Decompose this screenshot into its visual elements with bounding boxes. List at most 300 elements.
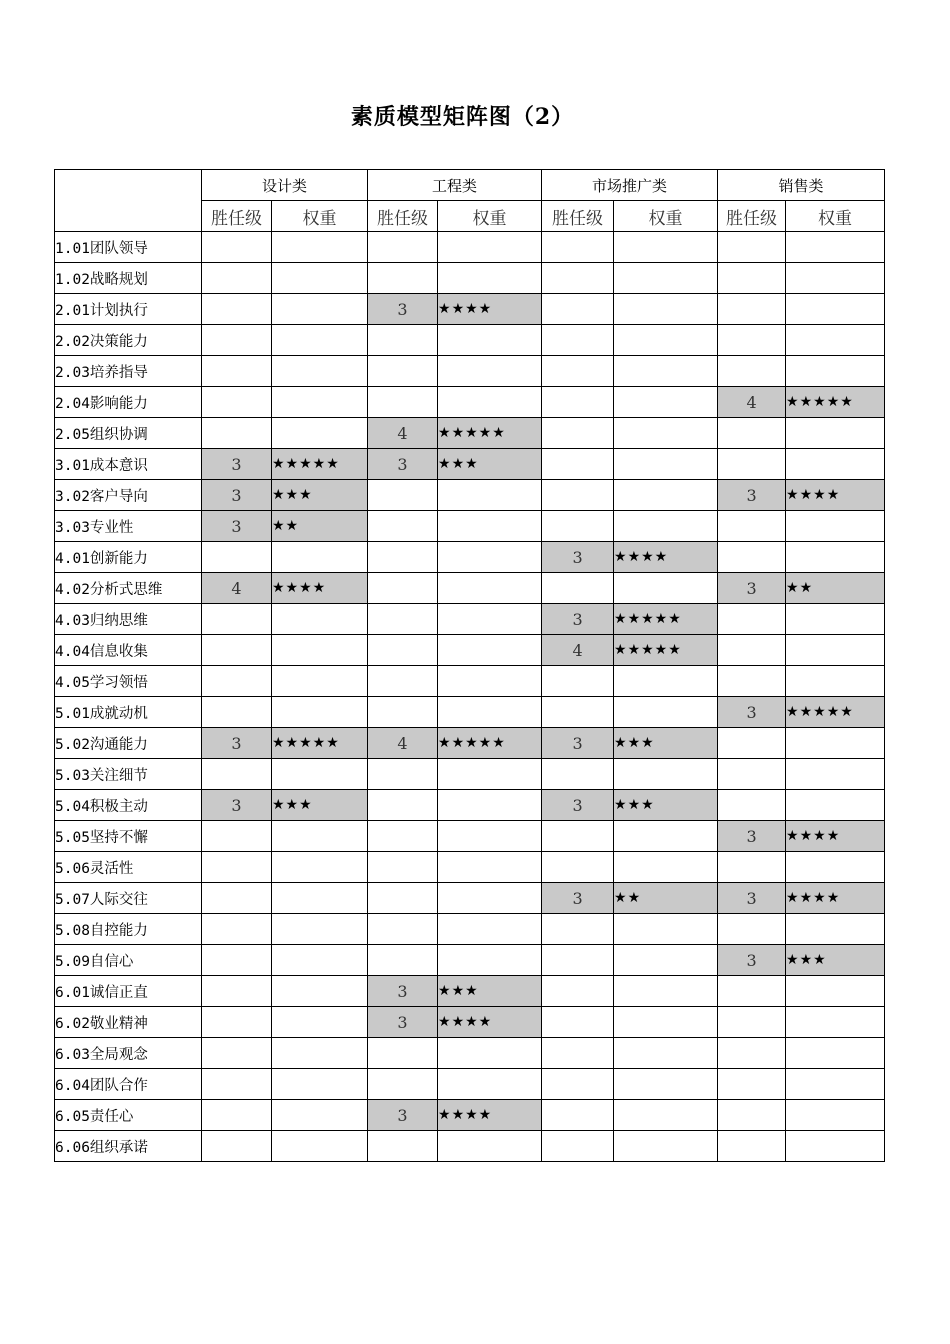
weight-stars-cell bbox=[272, 1131, 368, 1162]
weight-stars-cell bbox=[438, 511, 542, 542]
level-cell bbox=[202, 604, 272, 635]
level-cell: 3 bbox=[202, 790, 272, 821]
weight-stars-cell: ★★ bbox=[614, 883, 718, 914]
competency-name: 6.05责任心 bbox=[55, 1100, 202, 1131]
weight-stars-cell: ★★★★★ bbox=[438, 418, 542, 449]
level-cell: 3 bbox=[542, 790, 614, 821]
competency-name: 3.03专业性 bbox=[55, 511, 202, 542]
table-row bbox=[55, 728, 885, 759]
weight-stars-cell bbox=[438, 790, 542, 821]
level-cell: 3 bbox=[368, 1007, 438, 1038]
level-cell: 4 bbox=[718, 387, 786, 418]
weight-stars-cell bbox=[438, 914, 542, 945]
weight-stars-cell bbox=[272, 976, 368, 1007]
level-cell bbox=[718, 232, 786, 263]
level-cell bbox=[202, 294, 272, 325]
weight-stars-cell: ★★★★★ bbox=[272, 728, 368, 759]
level-cell: 3 bbox=[542, 883, 614, 914]
weight-stars-cell bbox=[614, 666, 718, 697]
level-cell: 3 bbox=[718, 697, 786, 728]
weight-stars-cell bbox=[786, 914, 885, 945]
level-cell bbox=[718, 1038, 786, 1069]
weight-stars-cell: ★★★★★ bbox=[786, 697, 885, 728]
weight-stars-cell bbox=[786, 263, 885, 294]
table-row bbox=[55, 604, 885, 635]
level-cell bbox=[542, 387, 614, 418]
competency-name: 5.01成就动机 bbox=[55, 697, 202, 728]
weight-stars-cell: ★★★ bbox=[438, 976, 542, 1007]
weight-stars-cell bbox=[614, 759, 718, 790]
table-row bbox=[55, 480, 885, 511]
table-row bbox=[55, 542, 885, 573]
group-header-sales: 销售类 bbox=[718, 170, 885, 201]
competency-name: 2.04影响能力 bbox=[55, 387, 202, 418]
weight-stars-cell bbox=[438, 1069, 542, 1100]
weight-stars-cell bbox=[614, 263, 718, 294]
level-cell bbox=[202, 697, 272, 728]
weight-stars-cell bbox=[614, 1069, 718, 1100]
weight-stars-cell bbox=[272, 604, 368, 635]
level-cell bbox=[718, 325, 786, 356]
weight-stars-cell bbox=[438, 759, 542, 790]
weight-stars-cell bbox=[438, 387, 542, 418]
weight-stars-cell bbox=[614, 1131, 718, 1162]
level-cell: 3 bbox=[202, 480, 272, 511]
competency-name: 6.01诚信正直 bbox=[55, 976, 202, 1007]
level-cell bbox=[368, 387, 438, 418]
level-cell bbox=[202, 1100, 272, 1131]
table-row bbox=[55, 294, 885, 325]
weight-stars-cell: ★★★★ bbox=[786, 883, 885, 914]
weight-stars-cell bbox=[272, 387, 368, 418]
weight-stars-cell bbox=[786, 1038, 885, 1069]
weight-stars-cell bbox=[272, 294, 368, 325]
weight-stars-cell: ★★★★ bbox=[786, 480, 885, 511]
level-cell: 3 bbox=[368, 449, 438, 480]
weight-stars-cell bbox=[272, 1007, 368, 1038]
weight-stars-cell: ★★★★ bbox=[614, 542, 718, 573]
level-cell bbox=[542, 666, 614, 697]
group-header-row bbox=[55, 170, 885, 201]
group-header-design: 设计类 bbox=[202, 170, 368, 201]
competency-name: 5.03关注细节 bbox=[55, 759, 202, 790]
competency-name: 5.07人际交往 bbox=[55, 883, 202, 914]
weight-stars-cell: ★★★ bbox=[438, 449, 542, 480]
weight-stars-cell bbox=[438, 821, 542, 852]
level-cell bbox=[542, 945, 614, 976]
level-cell bbox=[542, 759, 614, 790]
table-row bbox=[55, 325, 885, 356]
level-cell bbox=[718, 449, 786, 480]
competency-name: 2.03培养指导 bbox=[55, 356, 202, 387]
weight-stars-cell bbox=[272, 356, 368, 387]
weight-stars-cell bbox=[438, 852, 542, 883]
level-cell: 3 bbox=[202, 511, 272, 542]
weight-stars-cell bbox=[786, 511, 885, 542]
corner-cell bbox=[55, 170, 202, 232]
level-cell: 3 bbox=[542, 542, 614, 573]
weight-stars-cell bbox=[614, 232, 718, 263]
weight-stars-cell bbox=[786, 790, 885, 821]
level-cell bbox=[368, 542, 438, 573]
table-row bbox=[55, 790, 885, 821]
level-cell bbox=[718, 1007, 786, 1038]
weight-stars-cell bbox=[272, 883, 368, 914]
weight-stars-cell bbox=[438, 697, 542, 728]
table-row bbox=[55, 852, 885, 883]
level-cell bbox=[368, 232, 438, 263]
weight-stars-cell bbox=[614, 976, 718, 1007]
table-row bbox=[55, 263, 885, 294]
weight-stars-cell bbox=[614, 821, 718, 852]
level-cell bbox=[718, 666, 786, 697]
group-header-engineering: 工程类 bbox=[368, 170, 542, 201]
level-cell bbox=[202, 325, 272, 356]
competency-name: 4.05学习领悟 bbox=[55, 666, 202, 697]
level-cell bbox=[718, 728, 786, 759]
level-cell: 3 bbox=[718, 573, 786, 604]
level-cell: 3 bbox=[368, 976, 438, 1007]
weight-stars-cell bbox=[272, 1100, 368, 1131]
weight-stars-cell bbox=[272, 232, 368, 263]
weight-stars-cell bbox=[614, 1038, 718, 1069]
table-row bbox=[55, 821, 885, 852]
level-cell bbox=[718, 790, 786, 821]
weight-stars-cell bbox=[272, 759, 368, 790]
level-cell bbox=[368, 1069, 438, 1100]
level-cell bbox=[368, 1038, 438, 1069]
level-cell: 3 bbox=[368, 1100, 438, 1131]
weight-stars-cell bbox=[438, 604, 542, 635]
weight-stars-cell bbox=[786, 325, 885, 356]
level-header: 胜任级 bbox=[542, 201, 614, 232]
level-cell bbox=[368, 914, 438, 945]
level-cell bbox=[202, 1038, 272, 1069]
weight-stars-cell bbox=[786, 976, 885, 1007]
weight-stars-cell bbox=[614, 325, 718, 356]
weight-stars-cell bbox=[614, 697, 718, 728]
level-cell bbox=[202, 883, 272, 914]
table-row bbox=[55, 976, 885, 1007]
weight-stars-cell: ★★★★★ bbox=[614, 604, 718, 635]
competency-name: 5.09自信心 bbox=[55, 945, 202, 976]
level-cell bbox=[368, 635, 438, 666]
level-cell bbox=[718, 635, 786, 666]
weight-stars-cell bbox=[272, 697, 368, 728]
level-cell: 3 bbox=[368, 294, 438, 325]
competency-name: 4.01创新能力 bbox=[55, 542, 202, 573]
competency-name: 2.05组织协调 bbox=[55, 418, 202, 449]
table-row bbox=[55, 1131, 885, 1162]
weight-stars-cell bbox=[614, 945, 718, 976]
weight-stars-cell bbox=[786, 1131, 885, 1162]
level-cell: 3 bbox=[718, 821, 786, 852]
level-cell bbox=[202, 821, 272, 852]
competency-name: 3.01成本意识 bbox=[55, 449, 202, 480]
weight-stars-cell: ★★★★ bbox=[786, 821, 885, 852]
level-cell bbox=[718, 1131, 786, 1162]
level-cell bbox=[718, 1100, 786, 1131]
level-cell bbox=[542, 325, 614, 356]
competency-name: 5.08自控能力 bbox=[55, 914, 202, 945]
level-cell bbox=[368, 511, 438, 542]
weight-header: 权重 bbox=[786, 201, 885, 232]
level-cell bbox=[368, 945, 438, 976]
competency-name: 4.03归纳思维 bbox=[55, 604, 202, 635]
weight-stars-cell: ★★ bbox=[272, 511, 368, 542]
level-cell bbox=[202, 387, 272, 418]
level-cell: 3 bbox=[718, 945, 786, 976]
weight-stars-cell bbox=[614, 573, 718, 604]
weight-stars-cell bbox=[786, 604, 885, 635]
weight-stars-cell: ★★★★ bbox=[438, 1100, 542, 1131]
group-header-marketing: 市场推广类 bbox=[542, 170, 718, 201]
level-cell bbox=[718, 356, 786, 387]
weight-stars-cell bbox=[272, 1038, 368, 1069]
level-cell: 3 bbox=[718, 480, 786, 511]
weight-stars-cell bbox=[614, 356, 718, 387]
competency-name: 1.01团队领导 bbox=[55, 232, 202, 263]
weight-stars-cell bbox=[614, 1007, 718, 1038]
table-row bbox=[55, 232, 885, 263]
level-cell bbox=[202, 914, 272, 945]
competency-name: 5.02沟通能力 bbox=[55, 728, 202, 759]
table-row bbox=[55, 883, 885, 914]
level-cell bbox=[718, 263, 786, 294]
table-row bbox=[55, 635, 885, 666]
level-cell bbox=[368, 325, 438, 356]
level-cell bbox=[368, 604, 438, 635]
competency-name: 5.05坚持不懈 bbox=[55, 821, 202, 852]
table-row bbox=[55, 1069, 885, 1100]
level-cell bbox=[368, 790, 438, 821]
table-row bbox=[55, 759, 885, 790]
weight-stars-cell bbox=[272, 945, 368, 976]
weight-stars-cell bbox=[272, 914, 368, 945]
weight-stars-cell bbox=[614, 294, 718, 325]
weight-stars-cell bbox=[786, 294, 885, 325]
weight-stars-cell bbox=[272, 325, 368, 356]
weight-stars-cell: ★★★★★ bbox=[438, 728, 542, 759]
level-cell bbox=[542, 1007, 614, 1038]
level-cell bbox=[202, 356, 272, 387]
weight-stars-cell: ★★★★★ bbox=[272, 449, 368, 480]
level-cell bbox=[202, 1007, 272, 1038]
weight-header: 权重 bbox=[438, 201, 542, 232]
level-cell bbox=[368, 356, 438, 387]
weight-stars-cell bbox=[614, 914, 718, 945]
weight-stars-cell bbox=[438, 635, 542, 666]
table-row bbox=[55, 573, 885, 604]
weight-stars-cell bbox=[438, 1038, 542, 1069]
level-cell bbox=[202, 666, 272, 697]
level-cell bbox=[368, 852, 438, 883]
level-cell: 3 bbox=[718, 883, 786, 914]
level-cell bbox=[542, 852, 614, 883]
weight-stars-cell bbox=[786, 728, 885, 759]
weight-stars-cell bbox=[786, 1069, 885, 1100]
weight-stars-cell bbox=[614, 852, 718, 883]
level-cell bbox=[368, 263, 438, 294]
weight-header: 权重 bbox=[614, 201, 718, 232]
level-cell bbox=[202, 635, 272, 666]
level-cell bbox=[542, 449, 614, 480]
weight-stars-cell: ★★★ bbox=[272, 480, 368, 511]
competency-name: 2.02决策能力 bbox=[55, 325, 202, 356]
weight-stars-cell bbox=[272, 852, 368, 883]
level-cell bbox=[202, 1069, 272, 1100]
table-row bbox=[55, 1038, 885, 1069]
weight-stars-cell bbox=[614, 387, 718, 418]
level-cell bbox=[542, 914, 614, 945]
level-cell bbox=[368, 697, 438, 728]
level-cell: 3 bbox=[202, 449, 272, 480]
page-title: 素质模型矩阵图（2） bbox=[350, 104, 575, 130]
weight-stars-cell: ★★★ bbox=[786, 945, 885, 976]
level-cell bbox=[542, 1131, 614, 1162]
level-cell bbox=[202, 263, 272, 294]
weight-stars-cell bbox=[786, 1100, 885, 1131]
weight-header: 权重 bbox=[272, 201, 368, 232]
level-cell bbox=[718, 1069, 786, 1100]
level-cell bbox=[368, 821, 438, 852]
weight-stars-cell bbox=[438, 263, 542, 294]
weight-stars-cell bbox=[438, 945, 542, 976]
matrix-body bbox=[55, 232, 885, 1162]
weight-stars-cell bbox=[272, 821, 368, 852]
weight-stars-cell bbox=[614, 511, 718, 542]
level-cell bbox=[202, 1131, 272, 1162]
table-row bbox=[55, 945, 885, 976]
weight-stars-cell bbox=[438, 356, 542, 387]
level-cell bbox=[542, 1100, 614, 1131]
level-cell bbox=[368, 573, 438, 604]
level-header: 胜任级 bbox=[202, 201, 272, 232]
weight-stars-cell bbox=[272, 666, 368, 697]
competency-name: 4.04信息收集 bbox=[55, 635, 202, 666]
level-cell bbox=[542, 232, 614, 263]
weight-stars-cell bbox=[786, 418, 885, 449]
competency-name: 3.02客户导向 bbox=[55, 480, 202, 511]
weight-stars-cell bbox=[272, 542, 368, 573]
level-cell bbox=[202, 542, 272, 573]
weight-stars-cell bbox=[786, 666, 885, 697]
weight-stars-cell: ★★★ bbox=[614, 790, 718, 821]
weight-stars-cell: ★★★★★ bbox=[786, 387, 885, 418]
weight-stars-cell: ★★★★★ bbox=[614, 635, 718, 666]
weight-stars-cell bbox=[272, 418, 368, 449]
level-header: 胜任级 bbox=[368, 201, 438, 232]
competency-name: 1.02战略规划 bbox=[55, 263, 202, 294]
weight-stars-cell bbox=[786, 635, 885, 666]
weight-stars-cell bbox=[786, 542, 885, 573]
competency-name: 2.01计划执行 bbox=[55, 294, 202, 325]
level-cell bbox=[718, 852, 786, 883]
table-row bbox=[55, 356, 885, 387]
level-cell bbox=[542, 976, 614, 1007]
level-cell bbox=[542, 294, 614, 325]
level-cell bbox=[368, 666, 438, 697]
weight-stars-cell bbox=[786, 1007, 885, 1038]
table-row bbox=[55, 666, 885, 697]
weight-stars-cell bbox=[614, 449, 718, 480]
level-cell bbox=[718, 542, 786, 573]
table-row bbox=[55, 387, 885, 418]
level-cell bbox=[542, 697, 614, 728]
level-cell bbox=[718, 418, 786, 449]
weight-stars-cell bbox=[272, 1069, 368, 1100]
level-cell bbox=[202, 759, 272, 790]
level-cell bbox=[368, 1131, 438, 1162]
table-row bbox=[55, 1007, 885, 1038]
weight-stars-cell: ★★★★ bbox=[438, 1007, 542, 1038]
level-cell: 3 bbox=[202, 728, 272, 759]
level-cell bbox=[202, 976, 272, 1007]
level-cell bbox=[368, 759, 438, 790]
weight-stars-cell: ★★★ bbox=[272, 790, 368, 821]
level-cell bbox=[542, 1038, 614, 1069]
weight-stars-cell bbox=[614, 418, 718, 449]
level-cell bbox=[542, 821, 614, 852]
weight-stars-cell bbox=[786, 759, 885, 790]
weight-stars-cell: ★★★★ bbox=[438, 294, 542, 325]
level-cell bbox=[202, 418, 272, 449]
level-cell bbox=[542, 1069, 614, 1100]
table-row bbox=[55, 914, 885, 945]
level-cell: 4 bbox=[542, 635, 614, 666]
level-cell bbox=[368, 883, 438, 914]
weight-stars-cell bbox=[438, 573, 542, 604]
level-cell bbox=[202, 945, 272, 976]
competency-name: 6.03全局观念 bbox=[55, 1038, 202, 1069]
level-cell bbox=[542, 418, 614, 449]
competency-name: 4.02分析式思维 bbox=[55, 573, 202, 604]
level-cell bbox=[368, 480, 438, 511]
weight-stars-cell bbox=[272, 263, 368, 294]
competency-name: 6.02敬业精神 bbox=[55, 1007, 202, 1038]
competency-name: 6.06组织承诺 bbox=[55, 1131, 202, 1162]
weight-stars-cell bbox=[614, 480, 718, 511]
table-row bbox=[55, 697, 885, 728]
level-cell: 3 bbox=[542, 604, 614, 635]
competency-name: 5.04积极主动 bbox=[55, 790, 202, 821]
level-cell: 4 bbox=[368, 728, 438, 759]
competency-name: 6.04团队合作 bbox=[55, 1069, 202, 1100]
level-cell bbox=[542, 263, 614, 294]
level-cell bbox=[542, 480, 614, 511]
weight-stars-cell bbox=[786, 232, 885, 263]
weight-stars-cell bbox=[438, 480, 542, 511]
weight-stars-cell bbox=[438, 666, 542, 697]
weight-stars-cell: ★★★★ bbox=[272, 573, 368, 604]
table-row bbox=[55, 1100, 885, 1131]
level-cell: 3 bbox=[542, 728, 614, 759]
weight-stars-cell: ★★ bbox=[786, 573, 885, 604]
weight-stars-cell bbox=[438, 883, 542, 914]
level-cell bbox=[542, 511, 614, 542]
weight-stars-cell bbox=[786, 449, 885, 480]
level-cell bbox=[542, 356, 614, 387]
weight-stars-cell bbox=[786, 852, 885, 883]
competency-name: 5.06灵活性 bbox=[55, 852, 202, 883]
level-cell bbox=[718, 976, 786, 1007]
level-header: 胜任级 bbox=[718, 201, 786, 232]
competency-matrix-table bbox=[54, 169, 885, 1162]
table-row bbox=[55, 511, 885, 542]
level-cell bbox=[718, 759, 786, 790]
level-cell bbox=[202, 232, 272, 263]
level-cell bbox=[718, 604, 786, 635]
